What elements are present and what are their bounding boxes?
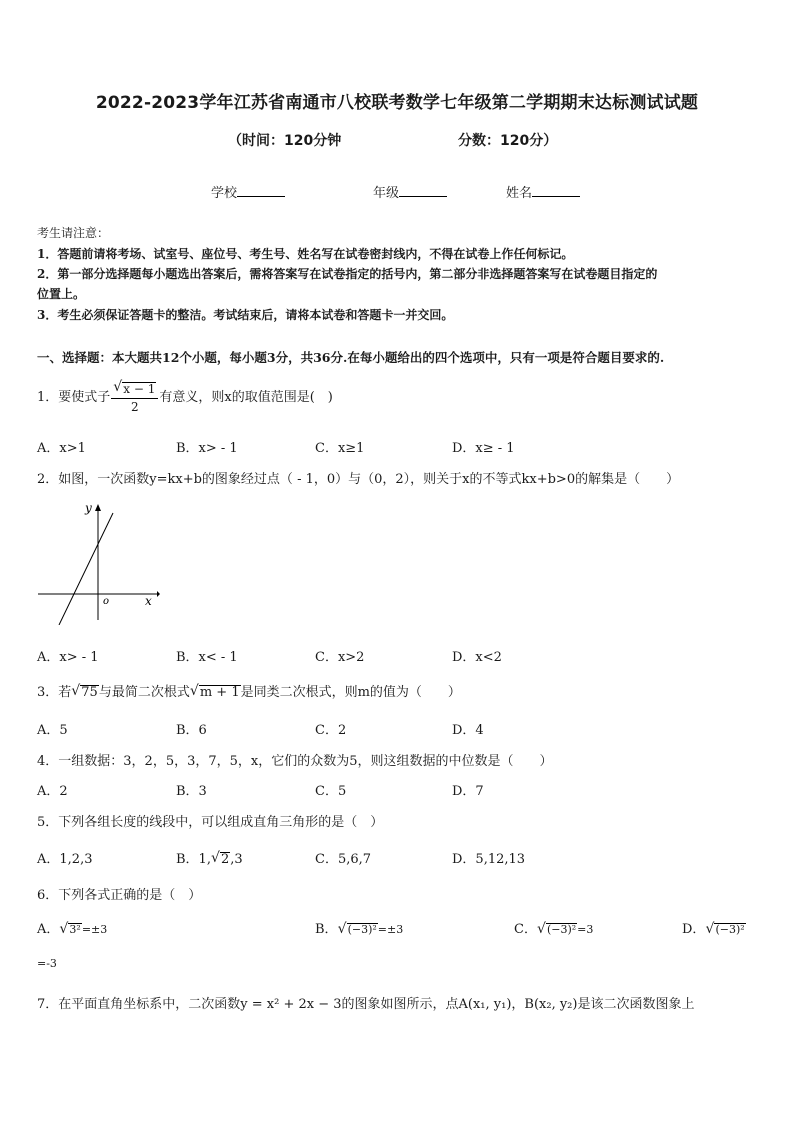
q5-option-d[interactable]: D．5,12,13 bbox=[452, 852, 526, 867]
origin-label: o bbox=[103, 596, 110, 607]
q5-sqrt: √ 2 bbox=[211, 852, 230, 867]
q2-option-c[interactable]: C．x>2 bbox=[315, 650, 365, 665]
school-label: 学校 bbox=[211, 186, 238, 201]
q1-option-c[interactable]: C．x≥1 bbox=[315, 441, 365, 456]
q4-option-a[interactable]: A．2 bbox=[37, 784, 68, 799]
q5-option-a[interactable]: A．1,2,3 bbox=[37, 852, 93, 867]
q6-option-d-tail: =-3 bbox=[37, 957, 57, 970]
question-7: 7．在平面直角坐标系中，二次函数y = x² + 2x − 3的图象如图所示，点A(x₁, y₁)，B(x₂, y₂)是该二次函数图象上 bbox=[37, 997, 695, 1012]
note-item-3: 3．考生必须保证答题卡的整洁。考试结束后，请将本试卷和答题卡一并交回。 bbox=[37, 308, 454, 322]
note-item-2-cont: 位置上。 bbox=[37, 287, 86, 301]
q2-option-b[interactable]: B．x< - 1 bbox=[176, 650, 238, 665]
name-blank[interactable] bbox=[532, 184, 580, 197]
q1-fraction bbox=[111, 382, 158, 413]
school-blank[interactable] bbox=[237, 184, 285, 197]
x-axis-label: x bbox=[145, 594, 152, 608]
question-5: 5．下列各组长度的线段中，可以组成直角三角形的是（ ） bbox=[37, 815, 384, 830]
name-label: 姓名 bbox=[506, 186, 533, 201]
q6-option-a[interactable]: A．√ 3²=±3 bbox=[37, 918, 107, 937]
x-axis-arrow bbox=[157, 591, 160, 597]
q6-option-b[interactable]: B．√ (−3)²=±3 bbox=[315, 918, 403, 937]
note-item-2: 2．第一部分选择题每小题选出答案后，需将答案写在试卷指定的括号内，第二部分非选择题答案写在试卷题目指定的 bbox=[37, 267, 658, 281]
y-axis-label: y bbox=[85, 501, 92, 515]
q3-option-a[interactable]: A．5 bbox=[37, 723, 68, 738]
q2-option-d[interactable]: D．x<2 bbox=[452, 650, 502, 665]
exam-score: 分数：120分） bbox=[458, 133, 558, 149]
q2-graph bbox=[35, 500, 160, 625]
exam-time: （时间：120分钟 bbox=[228, 133, 342, 149]
q4-option-c[interactable]: C．5 bbox=[315, 784, 347, 799]
grade-field bbox=[373, 182, 447, 201]
q1-numerator: x − 1 bbox=[123, 382, 156, 396]
name-field bbox=[506, 182, 580, 201]
q3-option-c[interactable]: C．2 bbox=[315, 723, 347, 738]
q3-radical-2: √ m + 1 bbox=[190, 685, 241, 700]
grade-blank[interactable] bbox=[399, 184, 447, 197]
q4-option-b[interactable]: B．3 bbox=[176, 784, 207, 799]
q5-option-b[interactable]: B．1,√ 2,3 bbox=[176, 848, 243, 867]
q1-option-a[interactable]: A．x>1 bbox=[37, 441, 86, 456]
q3-option-b[interactable]: B．6 bbox=[176, 723, 207, 738]
school-field bbox=[211, 182, 285, 201]
section-heading: 一、选择题：本大题共12个小题，每小题3分，共36分.在每小题给出的四个选项中，只有一项是符合题目要求的. bbox=[37, 350, 665, 365]
q3-part-c: 是同类二次根式，则m的值为（ ） bbox=[240, 685, 461, 700]
y-axis-arrow bbox=[95, 504, 101, 511]
q4-option-d[interactable]: D．7 bbox=[452, 784, 484, 799]
q1-prefix: 1．要使式子 bbox=[37, 390, 111, 406]
q3-option-d[interactable]: D．4 bbox=[452, 723, 484, 738]
question-2: 2．如图，一次函数y=kx+b的图象经过点（ - 1，0）与（0，2），则关于x的不等式kx+b>0的解集是（ ） bbox=[37, 472, 680, 487]
q1-suffix: 有意义，则x的取值范围是( ) bbox=[159, 390, 333, 406]
q1-denominator: 2 bbox=[131, 400, 139, 415]
question-4: 4．一组数据：3，2，5，3，7，5，x，它们的众数为5，则这组数据的中位数是（ ） bbox=[37, 754, 553, 769]
q5-option-c[interactable]: C．5,6,7 bbox=[315, 852, 372, 867]
q6-option-c[interactable]: C．√ (−3)²=3 bbox=[514, 918, 593, 937]
q3-part-a: 3．若 bbox=[37, 685, 72, 700]
question-3 bbox=[37, 681, 461, 700]
function-line bbox=[59, 513, 113, 625]
q6-option-d[interactable]: D．√ (−3)² bbox=[682, 918, 746, 937]
page-title: 2022-2023学年江苏省南通市八校联考数学七年级第二学期期末达标测试试题 bbox=[95, 93, 699, 113]
q3-radical-1: √ 75 bbox=[71, 685, 99, 700]
q1-option-b[interactable]: B．x> - 1 bbox=[176, 441, 238, 456]
q1-option-d[interactable]: D．x≥ - 1 bbox=[452, 441, 515, 456]
q3-part-b: 与最简二次根式 bbox=[98, 685, 190, 700]
question-1 bbox=[37, 382, 333, 413]
notes-heading: 考生请注意： bbox=[37, 226, 110, 240]
q2-option-a[interactable]: A．x> - 1 bbox=[37, 650, 99, 665]
note-item-1: 1．答题前请将考场、试室号、座位号、考生号、姓名写在试卷密封线内，不得在试卷上作任何标记。 bbox=[37, 247, 574, 261]
question-6: 6．下列各式正确的是（ ） bbox=[37, 888, 202, 903]
grade-label: 年级 bbox=[373, 186, 400, 201]
